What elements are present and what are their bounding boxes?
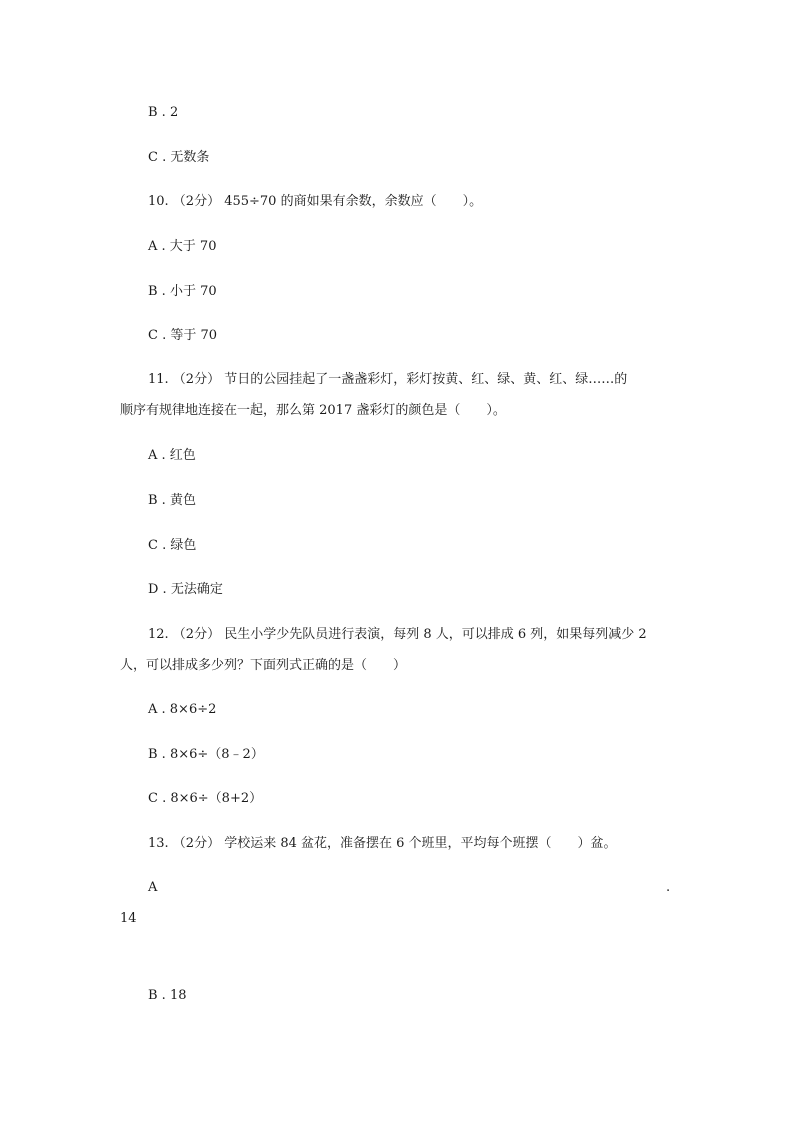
question-11-option-b: B . 黄色 (148, 493, 196, 508)
question-10-option-a: A . 大于 70 (148, 239, 217, 254)
question-11-option-a: A . 红色 (148, 448, 196, 463)
question-12-line-2: 人，可以排成多少列？下面列式正确的是（ ） (120, 658, 407, 673)
question-13-option-a-value: 14 (120, 911, 137, 926)
question-13-option-a-dot: . (666, 880, 671, 895)
question-12-option-c: C . 8×6÷（8+2） (148, 791, 263, 806)
option-b-previous: B . 2 (148, 105, 179, 120)
question-11-option-c: C . 绿色 (148, 538, 197, 553)
question-13-option-a-letter: A (148, 880, 158, 895)
option-c-previous: C . 无数条 (148, 150, 210, 165)
question-13: 13. （2分） 学校运来 84 盆花，准备摆在 6 个班里，平均每个班摆（ ）盆。 (148, 836, 617, 851)
question-11-line-1: 11. （2分） 节日的公园挂起了一盏盏彩灯，彩灯按黄、红、绿、黄、红、绿……的 (148, 372, 628, 387)
question-11-line-2: 顺序有规律地连接在一起，那么第 2017 盏彩灯的颜色是（ ）。 (120, 403, 506, 418)
question-11-option-d: D . 无法确定 (148, 582, 223, 597)
question-10-option-b: B . 小于 70 (148, 284, 217, 299)
question-10-option-c: C . 等于 70 (148, 328, 218, 343)
question-13-option-b: B . 18 (148, 988, 187, 1003)
question-12-option-a: A . 8×6÷2 (148, 702, 217, 717)
question-12-option-b: B . 8×6÷（8﹣2） (148, 747, 264, 762)
question-12-line-1: 12. （2分） 民生小学少先队员进行表演，每列 8 人，可以排成 6 列，如果每列减少 2 (148, 627, 647, 642)
question-10: 10. （2分） 455÷70 的商如果有余数，余数应（ ）。 (148, 194, 483, 209)
